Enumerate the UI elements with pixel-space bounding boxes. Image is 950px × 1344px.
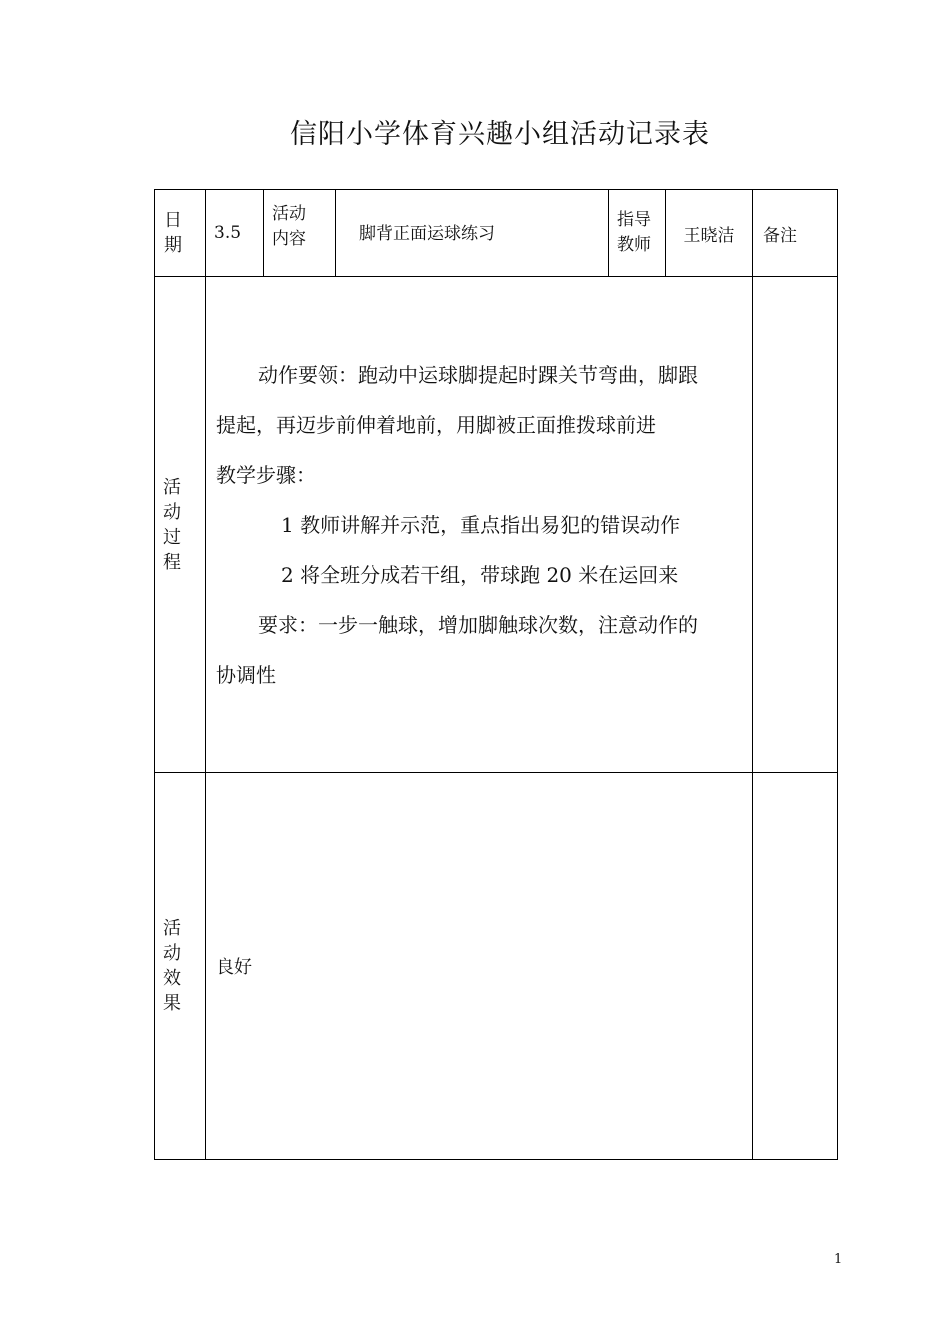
- process-line: 提起，再迈步前伸着地前，用脚被正面推拨球前进: [216, 412, 656, 437]
- effect-content: [206, 773, 753, 1160]
- effect-label: 活动效果: [163, 918, 181, 1014]
- topic-label: [264, 190, 336, 277]
- effect-remark-cell: [753, 773, 838, 1160]
- process-line: 协调性: [216, 662, 276, 687]
- remark-label: 备注: [753, 190, 838, 277]
- page-title: 信阳小学体育兴趣小组活动记录表: [290, 119, 710, 150]
- process-line: 动作要领：跑动中运球脚提起时踝关节弯曲，脚跟: [258, 362, 698, 387]
- process-label-cell: [155, 277, 206, 773]
- process-remark-cell: [753, 277, 838, 773]
- process-content: [206, 277, 753, 773]
- header-row: [155, 190, 838, 277]
- date-label: 日期: [164, 210, 182, 256]
- process-row: [155, 277, 838, 773]
- process-line: 教学步骤：: [216, 462, 316, 487]
- effect-value: 良好: [216, 957, 252, 978]
- process-line: 要求：一步一触球，增加脚触球次数，注意动作的: [258, 612, 698, 637]
- process-line: 2 将全班分成若干组，带球跑 20 米在运回来: [281, 562, 679, 587]
- process-label: 活动过程: [163, 476, 181, 573]
- effect-label-cell: [155, 773, 206, 1160]
- teacher-value: 王晓洁: [666, 190, 753, 277]
- topic-value: 脚背正面运球练习: [336, 190, 609, 277]
- date-label-cell: [155, 190, 206, 277]
- teacher-label-text: 指导教师: [617, 210, 651, 255]
- page-number: 1: [834, 1252, 843, 1267]
- topic-label-text: 活动内容: [272, 204, 306, 249]
- date-value: 3.5: [206, 190, 264, 277]
- teacher-label: [609, 190, 666, 277]
- activity-record-table: [154, 189, 838, 1160]
- process-line: 1 教师讲解并示范，重点指出易犯的错误动作: [281, 512, 681, 537]
- effect-row: [155, 773, 838, 1160]
